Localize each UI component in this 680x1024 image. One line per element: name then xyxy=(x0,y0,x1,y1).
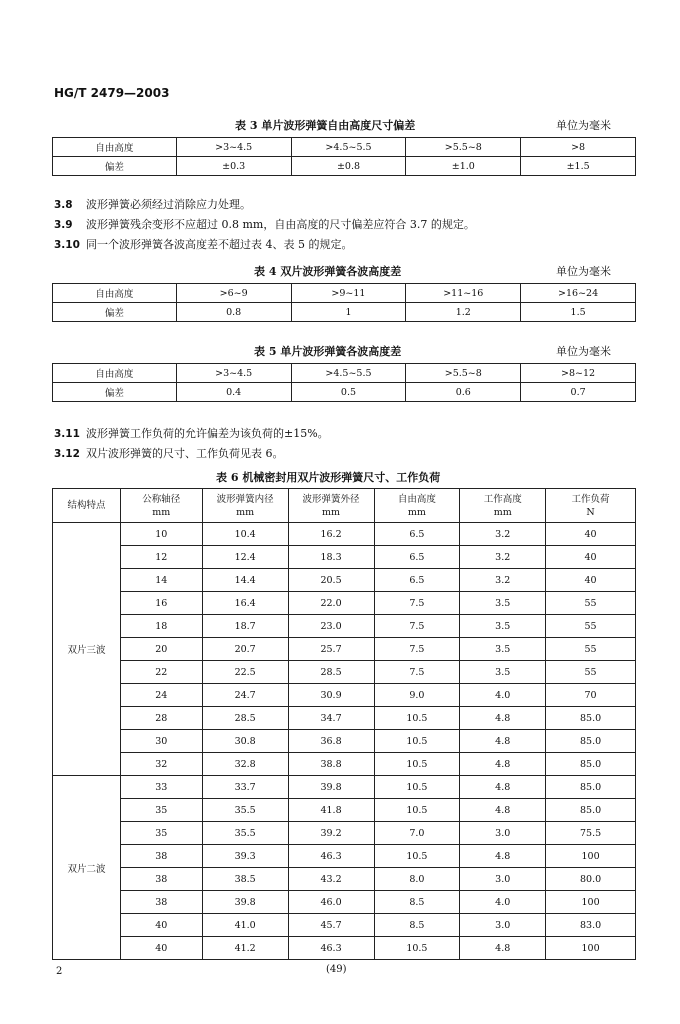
table6-header: 工作高度 mm xyxy=(460,489,546,523)
table6-cell: 8.5 xyxy=(374,891,460,914)
clause-3-8: 3.8 波形弹簧必须经过消除应力处理。 xyxy=(54,198,251,211)
table6-cell: 3.2 xyxy=(460,569,546,592)
table6-cell: 36.8 xyxy=(288,730,374,753)
table6-caption: 表 6 机械密封用双片波形弹簧尺寸、工作负荷 xyxy=(216,471,441,484)
table-row xyxy=(53,546,636,569)
table6-cell: 4.8 xyxy=(460,753,546,776)
table6-cell: 14 xyxy=(120,569,202,592)
table6-cell: 7.5 xyxy=(374,661,460,684)
table6-cell: 35 xyxy=(120,799,202,822)
table6-cell: 83.0 xyxy=(546,914,636,937)
table3-cell: >5.5~8 xyxy=(406,138,521,157)
table5-cell: 0.4 xyxy=(176,383,291,402)
table6-cell: 40 xyxy=(120,914,202,937)
document-header: HG/T 2479—2003 xyxy=(54,86,170,100)
table5-cell: >4.5~5.5 xyxy=(291,364,406,383)
table6-cell: 22.5 xyxy=(202,661,288,684)
table6-cell: 16.2 xyxy=(288,523,374,546)
table6-cell: 33.7 xyxy=(202,776,288,799)
table6-cell: 7.0 xyxy=(374,822,460,845)
table6-cell: 24 xyxy=(120,684,202,707)
table6-cell: 100 xyxy=(546,845,636,868)
table4-cell: 1.2 xyxy=(406,303,521,322)
table6-cell: 41.2 xyxy=(202,937,288,960)
table-row xyxy=(53,753,636,776)
table6-cell: 38 xyxy=(120,868,202,891)
table-row xyxy=(53,569,636,592)
table6-header-row xyxy=(53,489,636,523)
table6-cell: 3.2 xyxy=(460,546,546,569)
table4-cell: 1.5 xyxy=(521,303,636,322)
table6-cell: 80.0 xyxy=(546,868,636,891)
table6-cell: 10.5 xyxy=(374,937,460,960)
table-row xyxy=(53,845,636,868)
table6-cell: 10.5 xyxy=(374,753,460,776)
table4-cell: 0.8 xyxy=(176,303,291,322)
table4-cell: >16~24 xyxy=(521,284,636,303)
table4-cell: 1 xyxy=(291,303,406,322)
table6-cell: 3.0 xyxy=(460,822,546,845)
table6-cell: 40 xyxy=(546,546,636,569)
table4-cell: 自由高度 xyxy=(53,284,177,303)
table6-cell: 85.0 xyxy=(546,776,636,799)
table6-cell: 35.5 xyxy=(202,799,288,822)
table-row xyxy=(53,937,636,960)
clause-3-11: 3.11 波形弹簧工作负荷的允许偏差为该负荷的±15%。 xyxy=(54,427,329,440)
table6-cell: 10 xyxy=(120,523,202,546)
table6-cell: 30.8 xyxy=(202,730,288,753)
table6-body xyxy=(53,523,636,960)
table6-cell: 16 xyxy=(120,592,202,615)
table6-cell: 3.0 xyxy=(460,868,546,891)
table6-cell: 9.0 xyxy=(374,684,460,707)
table4-cell: >11~16 xyxy=(406,284,521,303)
table6-cell: 14.4 xyxy=(202,569,288,592)
table6-cell: 20.7 xyxy=(202,638,288,661)
table4-cell: 偏差 xyxy=(53,303,177,322)
table6-cell: 40 xyxy=(546,523,636,546)
table6-cell: 22.0 xyxy=(288,592,374,615)
table5-cell: >5.5~8 xyxy=(406,364,521,383)
table6-header: 波形弹簧内径 mm xyxy=(202,489,288,523)
table6 xyxy=(52,488,636,960)
table5-cell: >3~4.5 xyxy=(176,364,291,383)
table3-cell: ±0.8 xyxy=(291,157,406,176)
table6-cell: 46.3 xyxy=(288,937,374,960)
table6-cell: 4.8 xyxy=(460,799,546,822)
table4-unit: 单位为毫米 xyxy=(556,265,611,278)
table6-cell: 8.0 xyxy=(374,868,460,891)
table6-cell: 4.8 xyxy=(460,776,546,799)
table6-cell: 30 xyxy=(120,730,202,753)
table6-cell: 4.8 xyxy=(460,730,546,753)
table6-cell: 18.3 xyxy=(288,546,374,569)
table5-cell: >8~12 xyxy=(521,364,636,383)
table-row xyxy=(53,661,636,684)
clause-3-12: 3.12 双片波形弹簧的尺寸、工作负荷见表 6。 xyxy=(54,447,284,460)
table6-cell: 85.0 xyxy=(546,799,636,822)
table6-cell: 35.5 xyxy=(202,822,288,845)
table6-cell: 55 xyxy=(546,615,636,638)
table4-caption: 表 4 双片波形弹簧各波高度差 xyxy=(254,265,402,278)
table6-cell: 39.3 xyxy=(202,845,288,868)
table6-cell: 4.8 xyxy=(460,707,546,730)
table6-header: 自由高度 mm xyxy=(374,489,460,523)
table6-cell: 20 xyxy=(120,638,202,661)
table6-cell: 10.5 xyxy=(374,799,460,822)
table3-cell: >3~4.5 xyxy=(176,138,291,157)
table6-cell: 22 xyxy=(120,661,202,684)
table6-cell: 3.2 xyxy=(460,523,546,546)
table3-cell: 偏差 xyxy=(53,157,177,176)
table6-cell: 23.0 xyxy=(288,615,374,638)
table6-cell: 7.5 xyxy=(374,615,460,638)
table6-cell: 4.8 xyxy=(460,845,546,868)
table6-cell: 6.5 xyxy=(374,523,460,546)
table6-header: 结构特点 xyxy=(53,489,121,523)
table6-cell: 41.0 xyxy=(202,914,288,937)
table-row xyxy=(53,592,636,615)
clause-3-10: 3.10 同一个波形弹簧各波高度差不超过表 4、表 5 的规定。 xyxy=(54,238,353,251)
table6-cell: 35 xyxy=(120,822,202,845)
table6-cell: 85.0 xyxy=(546,730,636,753)
table-row xyxy=(53,615,636,638)
table4-cell: >6~9 xyxy=(176,284,291,303)
table6-cell: 39.8 xyxy=(202,891,288,914)
table3-cell: 自由高度 xyxy=(53,138,177,157)
table-row xyxy=(53,707,636,730)
table6-cell: 4.8 xyxy=(460,937,546,960)
table6-cell: 55 xyxy=(546,638,636,661)
table6-header: 波形弹簧外径 mm xyxy=(288,489,374,523)
page-number: 2 xyxy=(56,966,63,977)
table4-cell: >9~11 xyxy=(291,284,406,303)
table6-cell: 20.5 xyxy=(288,569,374,592)
table6-cell: 41.8 xyxy=(288,799,374,822)
table6-cell: 70 xyxy=(546,684,636,707)
table6-cell: 33 xyxy=(120,776,202,799)
table6-cell: 38 xyxy=(120,845,202,868)
table6-cell: 16.4 xyxy=(202,592,288,615)
table3-cell: ±1.5 xyxy=(521,157,636,176)
clause-3-9: 3.9 波形弹簧残余变形不应超过 0.8 mm，自由高度的尺寸偏差应符合 3.7 的规定。 xyxy=(54,218,475,231)
table6-cell: 100 xyxy=(546,937,636,960)
table6-cell: 7.5 xyxy=(374,638,460,661)
table6-cell: 38 xyxy=(120,891,202,914)
table6-cell: 34.7 xyxy=(288,707,374,730)
table6-cell: 12.4 xyxy=(202,546,288,569)
table6-cell: 6.5 xyxy=(374,546,460,569)
table6-cell: 40 xyxy=(546,569,636,592)
table-row xyxy=(53,914,636,937)
table6-cell: 43.2 xyxy=(288,868,374,891)
table6-cell: 12 xyxy=(120,546,202,569)
page-sequence: (49) xyxy=(326,964,347,975)
table6-cell: 28.5 xyxy=(288,661,374,684)
table6-cell: 4.0 xyxy=(460,891,546,914)
table3-cell: >8 xyxy=(521,138,636,157)
table6-cell: 6.5 xyxy=(374,569,460,592)
table6-cell: 45.7 xyxy=(288,914,374,937)
table-row xyxy=(53,730,636,753)
table6-cell: 3.5 xyxy=(460,661,546,684)
group-label-two-wave: 双片二波 xyxy=(53,776,121,960)
table3-unit: 单位为毫米 xyxy=(556,119,611,132)
table6-cell: 38.8 xyxy=(288,753,374,776)
table6-cell: 40 xyxy=(120,937,202,960)
table6-cell: 46.0 xyxy=(288,891,374,914)
table5-cell: 自由高度 xyxy=(53,364,177,383)
table-row xyxy=(53,868,636,891)
table-row xyxy=(53,891,636,914)
table3-caption: 表 3 单片波形弹簧自由高度尺寸偏差 xyxy=(235,119,416,132)
table6-cell: 100 xyxy=(546,891,636,914)
table-row xyxy=(53,684,636,707)
table5-cell: 0.7 xyxy=(521,383,636,402)
table-row xyxy=(53,776,636,799)
table-row xyxy=(53,799,636,822)
table6-cell: 30.9 xyxy=(288,684,374,707)
table6-cell: 85.0 xyxy=(546,707,636,730)
table6-cell: 18 xyxy=(120,615,202,638)
table5-cell: 0.6 xyxy=(406,383,521,402)
table6-cell: 4.0 xyxy=(460,684,546,707)
table6-cell: 39.2 xyxy=(288,822,374,845)
table6-cell: 38.5 xyxy=(202,868,288,891)
table6-cell: 3.5 xyxy=(460,592,546,615)
table6-cell: 24.7 xyxy=(202,684,288,707)
table4 xyxy=(52,283,636,322)
table6-cell: 18.7 xyxy=(202,615,288,638)
table6-cell: 75.5 xyxy=(546,822,636,845)
table6-cell: 32 xyxy=(120,753,202,776)
table6-cell: 10.5 xyxy=(374,845,460,868)
table6-cell: 55 xyxy=(546,661,636,684)
table3 xyxy=(52,137,636,176)
table6-cell: 28 xyxy=(120,707,202,730)
table6-cell: 10.5 xyxy=(374,776,460,799)
group-label-three-wave: 双片三波 xyxy=(53,523,121,776)
table5-cell: 0.5 xyxy=(291,383,406,402)
table6-cell: 39.8 xyxy=(288,776,374,799)
table6-header: 工作负荷 N xyxy=(546,489,636,523)
table6-cell: 10.5 xyxy=(374,707,460,730)
table6-cell: 85.0 xyxy=(546,753,636,776)
table5-caption: 表 5 单片波形弹簧各波高度差 xyxy=(254,345,402,358)
table5-cell: 偏差 xyxy=(53,383,177,402)
table3-cell: ±0.3 xyxy=(176,157,291,176)
table6-cell: 3.0 xyxy=(460,914,546,937)
table-row xyxy=(53,822,636,845)
table6-cell: 55 xyxy=(546,592,636,615)
table-row xyxy=(53,523,636,546)
table6-cell: 10.4 xyxy=(202,523,288,546)
table6-cell: 25.7 xyxy=(288,638,374,661)
table3-cell: >4.5~5.5 xyxy=(291,138,406,157)
table6-header: 公称轴径 mm xyxy=(120,489,202,523)
table6-cell: 28.5 xyxy=(202,707,288,730)
table6-cell: 8.5 xyxy=(374,914,460,937)
table6-cell: 3.5 xyxy=(460,638,546,661)
table6-cell: 7.5 xyxy=(374,592,460,615)
table5-unit: 单位为毫米 xyxy=(556,345,611,358)
table6-cell: 32.8 xyxy=(202,753,288,776)
table5 xyxy=(52,363,636,402)
table6-cell: 10.5 xyxy=(374,730,460,753)
table6-cell: 3.5 xyxy=(460,615,546,638)
table6-cell: 46.3 xyxy=(288,845,374,868)
table3-cell: ±1.0 xyxy=(406,157,521,176)
table-row xyxy=(53,638,636,661)
